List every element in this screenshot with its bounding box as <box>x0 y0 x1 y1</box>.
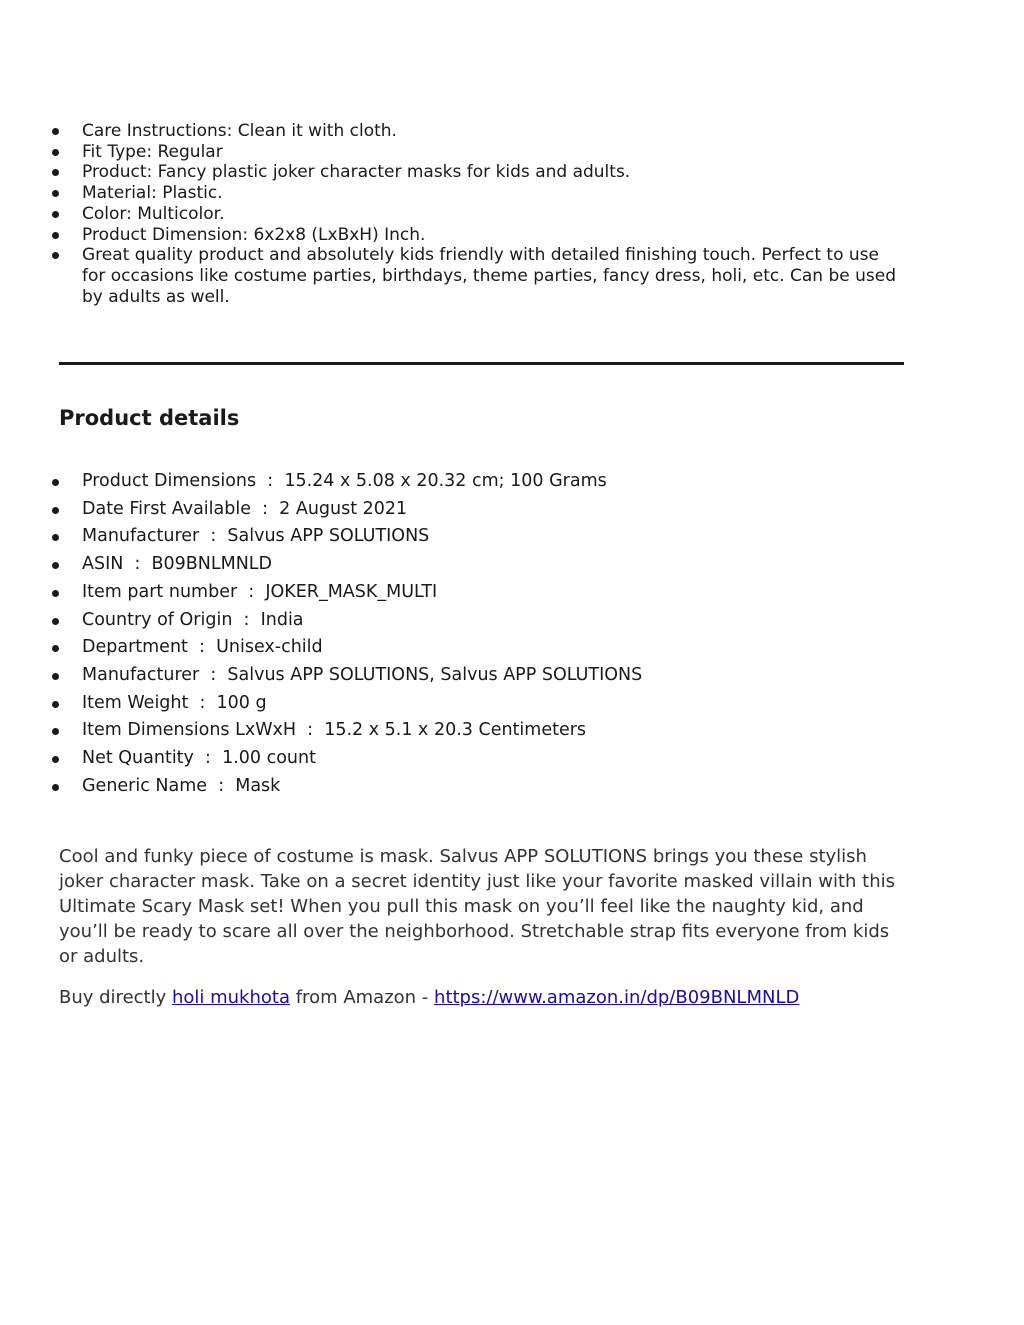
bullet-icon <box>52 169 59 176</box>
buy-prefix: Buy directly <box>59 987 172 1008</box>
detail-value: Salvus APP SOLUTIONS, Salvus APP SOLUTIONS <box>227 664 643 685</box>
detail-separator: : <box>199 664 228 685</box>
feature-item <box>0 183 905 204</box>
bullet-icon <box>52 645 59 652</box>
detail-value: JOKER_MASK_MULTI <box>265 581 438 602</box>
detail-separator: : <box>232 609 261 630</box>
bullet-icon <box>52 479 59 486</box>
bullet-icon <box>52 128 59 135</box>
detail-item <box>0 717 905 745</box>
detail-label: Date First Available <box>82 498 251 519</box>
product-details-list <box>0 468 905 800</box>
detail-separator: : <box>188 692 217 713</box>
section-title: Product details <box>59 406 240 430</box>
detail-item <box>0 579 905 607</box>
detail-separator: : <box>193 748 223 769</box>
bullet-icon <box>52 252 59 259</box>
section-divider <box>59 362 904 365</box>
bullet-icon <box>52 701 59 708</box>
detail-label: Manufacturer <box>82 526 200 547</box>
detail-value: Salvus APP SOLUTIONS <box>227 526 430 547</box>
detail-separator: : <box>256 471 285 491</box>
detail-item <box>0 690 905 718</box>
bullet-icon <box>52 507 59 514</box>
detail-separator: : <box>251 498 280 519</box>
bullet-icon <box>52 149 59 156</box>
buy-line <box>59 985 909 1010</box>
bullet-icon <box>52 562 59 569</box>
detail-value: Unisex-child <box>216 637 323 658</box>
detail-separator: : <box>296 720 325 741</box>
detail-item <box>0 496 905 524</box>
detail-label: Item Dimensions LxWxH <box>82 720 297 741</box>
bullet-icon <box>52 534 59 541</box>
holi-mukhota-link[interactable]: holi mukhota <box>171 987 290 1008</box>
bullet-icon <box>52 756 59 763</box>
amazon-url-link[interactable]: https://www.amazon.in/dp/B09BNLMNLD <box>434 987 800 1008</box>
feature-list <box>0 121 905 307</box>
feature-text: Product: Fancy plastic joker character masks for kids and adults. <box>82 162 631 183</box>
buy-middle: from Amazon - <box>290 987 435 1008</box>
detail-label: Department <box>82 637 188 658</box>
detail-separator: : <box>237 581 266 602</box>
feature-item <box>0 204 905 225</box>
detail-item <box>0 634 905 662</box>
feature-text: Color: Multicolor. <box>82 203 225 224</box>
detail-label: Country of Origin <box>82 609 233 630</box>
feature-text: Care Instructions: Clean it with cloth. <box>82 121 397 141</box>
detail-label: Generic Name <box>82 775 208 796</box>
detail-item <box>0 468 905 496</box>
bullet-icon <box>52 618 59 625</box>
detail-item <box>0 773 905 801</box>
detail-label: Item part number <box>82 581 238 602</box>
detail-value: Mask <box>235 775 281 796</box>
detail-item <box>0 551 905 579</box>
detail-label: Net Quantity <box>82 748 194 769</box>
detail-value: 15.2 x 5.1 x 20.3 Centimeters <box>324 720 587 741</box>
detail-label: Item Weight <box>82 692 189 713</box>
feature-item <box>0 142 905 163</box>
detail-item <box>0 662 905 690</box>
detail-value: 2 August 2021 <box>279 498 408 519</box>
feature-text: Product Dimension: 6x2x8 (LxBxH) Inch. <box>82 224 426 245</box>
bullet-icon <box>52 673 59 680</box>
bullet-icon <box>52 232 59 239</box>
feature-item <box>0 225 905 246</box>
bullet-icon <box>52 784 59 791</box>
detail-value: B09BNLMNLD <box>151 554 273 575</box>
feature-text: Material: Plastic. <box>82 183 223 204</box>
feature-item <box>0 245 905 307</box>
bullet-icon <box>52 590 59 597</box>
detail-label: Product Dimensions <box>82 471 257 491</box>
detail-value: India <box>260 609 304 630</box>
detail-item <box>0 607 905 635</box>
feature-text: Great quality product and absolutely kids friendly with detailed finishing touch. Perfect to use for occasions like costume parties, birthdays, theme parties, fancy dress, holi, etc. Can be used by adults as well. <box>82 245 897 307</box>
feature-item <box>0 162 905 183</box>
feature-text: Fit Type: Regular <box>82 141 223 162</box>
detail-value: 15.24 x 5.08 x 20.32 cm; 100 Grams <box>284 471 607 491</box>
detail-value: 1.00 count <box>222 748 316 769</box>
detail-item <box>0 523 905 551</box>
detail-separator: : <box>207 775 236 796</box>
detail-separator: : <box>123 554 152 575</box>
detail-item <box>0 745 905 773</box>
detail-label: Manufacturer <box>82 664 200 685</box>
bullet-icon <box>52 211 59 218</box>
bullet-icon <box>52 728 59 735</box>
detail-value: 100 g <box>216 692 267 713</box>
feature-item <box>0 121 905 142</box>
detail-label: ASIN <box>82 554 124 575</box>
product-description: Cool and funky piece of costume is mask. Salvus APP SOLUTIONS brings you these stylish joker character mask. Take on a secret identity just like your favorite masked villain with this Ultimate Scary Mask set! When you pull this mask on you’ll feel like the naughty kid, and you’ll be ready to scare all over the neighborhood. Stretchable strap fits everyone from kids or adults. <box>59 846 895 967</box>
detail-separator: : <box>187 637 217 658</box>
bullet-icon <box>52 190 59 197</box>
detail-separator: : <box>199 526 228 547</box>
